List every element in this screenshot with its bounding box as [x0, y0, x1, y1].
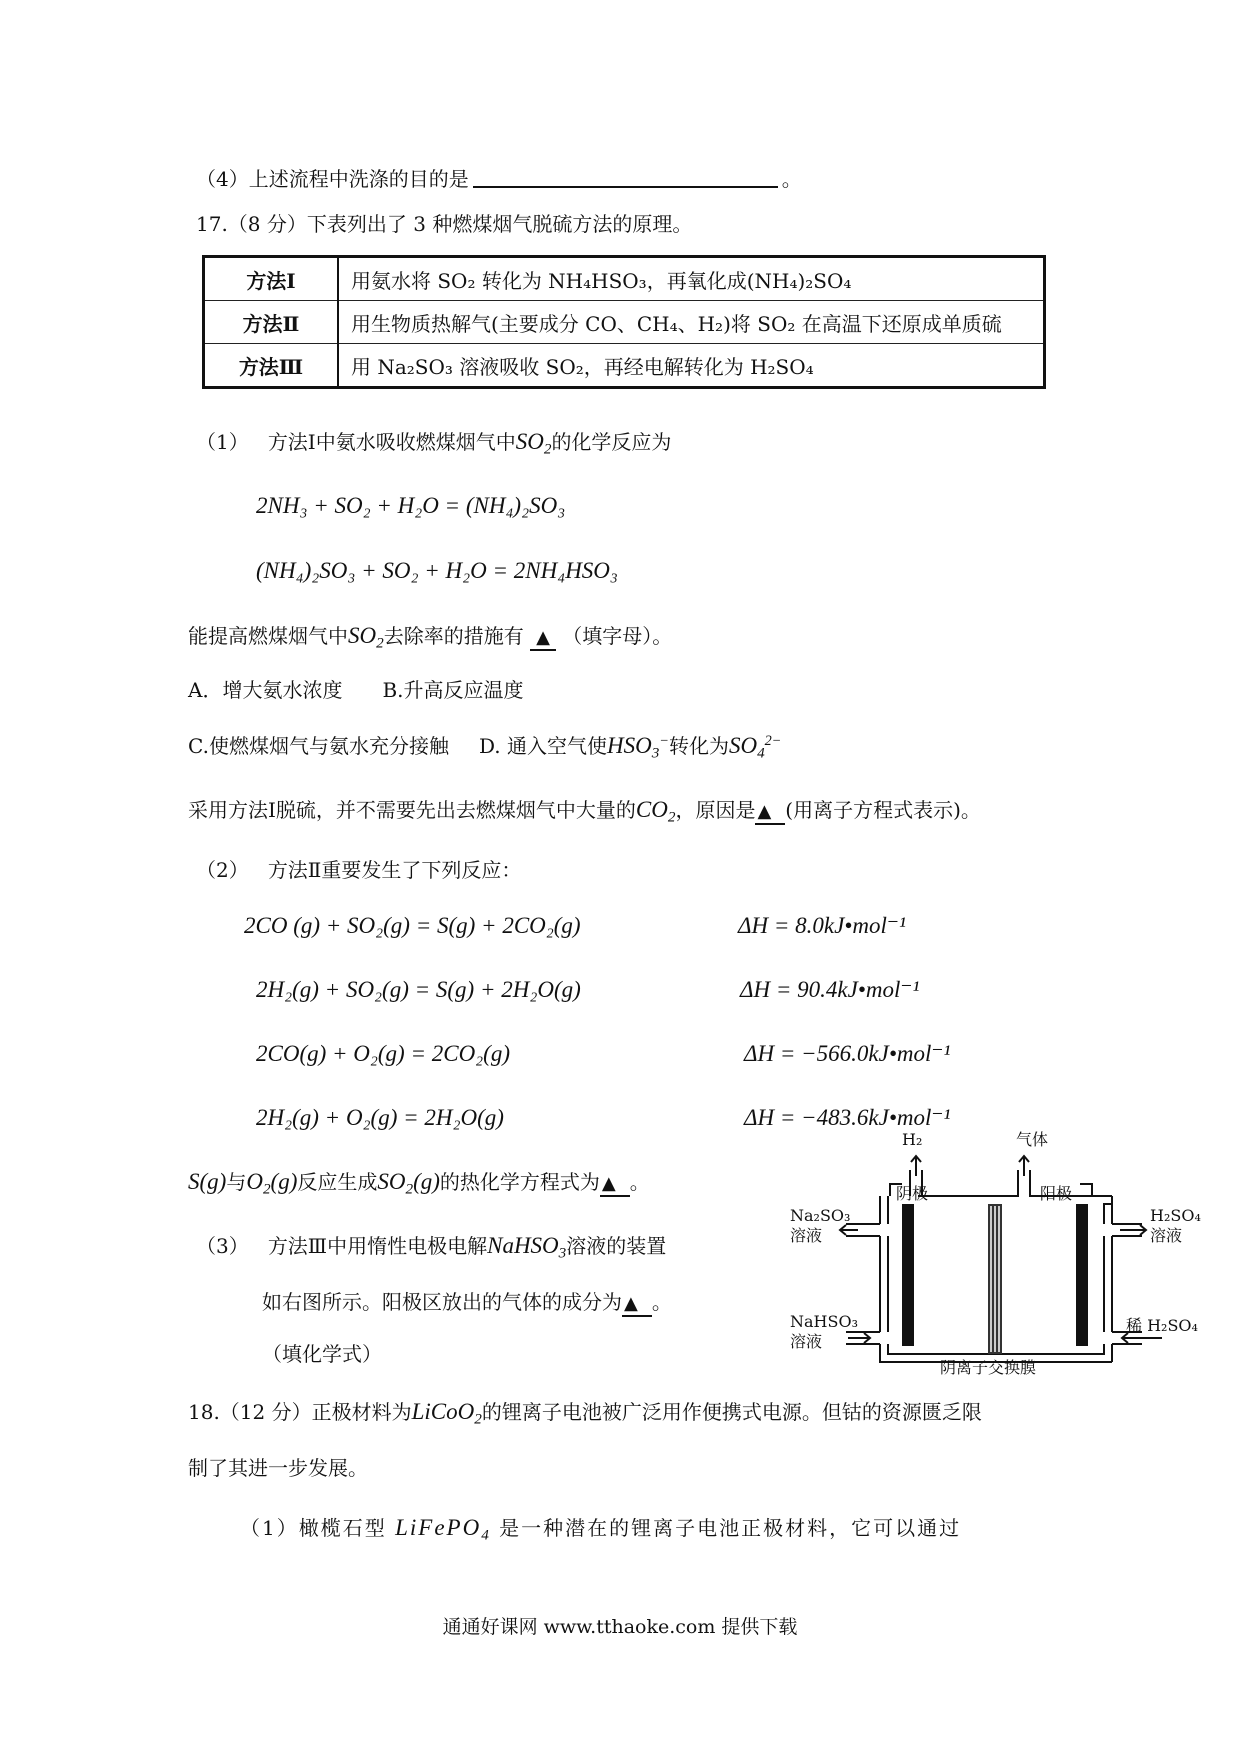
p2-question: S(g)与$O_2(g)$反应生成$SO_2(g)$的热化学方程式为 ▲ 。	[188, 1169, 650, 1198]
p1-question: 能提高燃煤烟气中$SO_2$去除率的措施有 ▲ （填字母）。	[188, 623, 673, 652]
p1-intro: （1） 方法Ⅰ中氨水吸收燃煤烟气中$SO_2$的化学反应为	[196, 429, 672, 458]
options-cd: C.使燃煤烟气与氨水充分接触 D. 通入空气使$HSO_3^-$转化为$SO_4^{2-}$	[188, 733, 782, 762]
methods-table	[202, 255, 1046, 389]
formula: $SO_2(g)$	[377, 1169, 440, 1198]
label-gas: 气体	[1016, 1130, 1049, 1149]
reaction-enthalpy: ΔH = −483.6kJ•mol⁻¹	[744, 1105, 951, 1130]
table-row	[204, 301, 1045, 344]
answer-blank: ▲	[530, 627, 556, 651]
equation: 2NH₃ + SO₂ + H₂O = (NH₄)₂SO₃	[256, 493, 566, 518]
table-row	[204, 344, 1045, 388]
q18-line1: 18.（12 分）正极材料为LiCoO$_2$的锂离子电池被广泛用作便携式电源。但钴的资源匮乏限	[188, 1399, 982, 1428]
q18-line2: 制了其进一步发展。	[188, 1456, 368, 1480]
reaction-equation: 2H₂(g) + O₂(g) = 2H₂O(g)	[256, 1105, 504, 1130]
p3-line2: 如右图所示。阳极区放出的气体的成分为 ▲ 。	[262, 1290, 672, 1317]
answer-blank: ▲	[755, 801, 785, 825]
method-desc: 用氨水将 SO₂ 转化为 NH₄HSO₃，再氧化成(NH₄)₂SO₄	[338, 257, 1045, 301]
options-ab: A．增大氨水浓度 B.升高反应温度	[188, 678, 524, 702]
label-dilute-h2so4: 稀 H₂SO₄	[1126, 1316, 1198, 1335]
method-desc: 用 Na₂SO₃ 溶液吸收 SO₂，再经电解转化为 H₂SO₄	[338, 344, 1045, 388]
answer-blank: ▲	[600, 1173, 630, 1197]
formula: $CO_2$	[635, 797, 676, 826]
label-h2so4-solution: H₂SO₄ 溶液	[1150, 1206, 1201, 1245]
formula: S(g)	[188, 1169, 227, 1194]
label-cathode: 阴极	[896, 1184, 929, 1203]
formula: $O_2(g)$	[246, 1169, 298, 1198]
equation: (NH₄)₂SO₃ + SO₂ + H₂O = 2NH₄HSO₃	[256, 558, 618, 583]
p1-co2-question: 采用方法Ⅰ脱硫，并不需要先出去燃煤烟气中大量的$CO_2$，原因是 ▲ (用离子方程式表示)。	[188, 797, 981, 826]
reaction-equation: 2H₂(g) + SO₂(g) = S(g) + 2H₂O(g)	[256, 977, 581, 1002]
electrolysis-diagram	[790, 1130, 1201, 1377]
label-anode: 阳极	[1040, 1184, 1073, 1203]
reaction-equation: 2CO (g) + SO₂(g) = S(g) + 2CO₂(g)	[244, 913, 581, 938]
label-membrane: 阴离子交换膜	[940, 1358, 1037, 1377]
p3-line1: （3） 方法Ⅲ中用惰性电极电解NaHSO$_3$溶液的装置	[196, 1233, 667, 1262]
q17-heading: 17.（8 分）下表列出了 3 种燃煤烟气脱硫方法的原理。	[196, 212, 693, 236]
label-nahso3-solution: NaHSO₃ 溶液	[790, 1312, 858, 1351]
answer-blank	[473, 164, 778, 188]
page-footer: 通通好课网 www.tthaoke.com 提供下载	[442, 1616, 798, 1638]
formula: $HSO_3^-$	[607, 733, 669, 762]
method-name: 方法Ⅲ	[204, 344, 339, 388]
formula: $SO_2$	[348, 623, 384, 652]
formula: $SO_4^{2-}$	[728, 733, 782, 762]
p2-intro: （2） 方法Ⅱ重要发生了下列反应：	[196, 858, 522, 882]
label-na2so3-solution: Na₂SO₃ 溶液	[790, 1206, 851, 1245]
method-name: 方法Ⅰ	[204, 257, 339, 301]
reaction-enthalpy: ΔH = −566.0kJ•mol⁻¹	[744, 1041, 951, 1066]
answer-blank: ▲	[622, 1293, 652, 1317]
formula: NaHSO$_3$	[487, 1233, 567, 1262]
table-row	[204, 257, 1045, 301]
p3-line3: （填化学式）	[262, 1342, 382, 1366]
q16-item4: （4）上述流程中洗涤的目的是 。	[196, 164, 802, 191]
method-name: 方法Ⅱ	[204, 301, 339, 344]
label-h2: H₂	[902, 1130, 923, 1149]
reaction-equation: 2CO(g) + O₂(g) = 2CO₂(g)	[256, 1041, 510, 1066]
reaction-enthalpy: ΔH = 8.0kJ•mol⁻¹	[738, 913, 906, 938]
formula: LiCoO$_2$	[411, 1399, 482, 1428]
formula: LiFePO$_4$	[395, 1515, 491, 1544]
method-desc: 用生物质热解气(主要成分 CO、CH₄、H₂)将 SO₂ 在高温下还原成单质硫	[338, 301, 1045, 344]
formula: $SO_2$	[515, 429, 552, 458]
q18-line3: （1）橄榄石型 LiFePO$_4$ 是一种潜在的锂离子电池正极材料，它可以通过	[240, 1515, 962, 1544]
reaction-enthalpy: ΔH = 90.4kJ•mol⁻¹	[740, 977, 920, 1002]
